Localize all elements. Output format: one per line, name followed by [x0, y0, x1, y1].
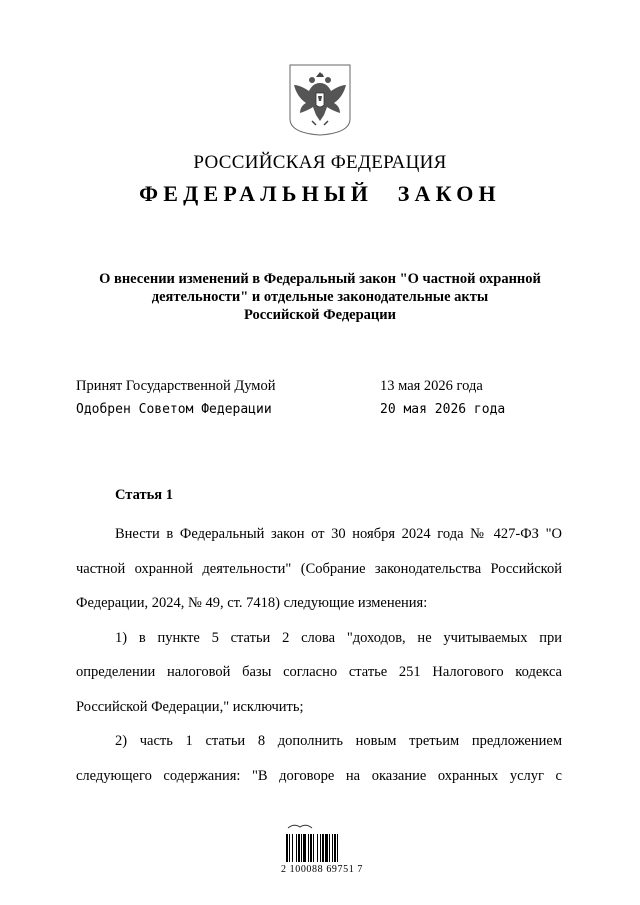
- law-title-line: Российской Федерации: [243, 307, 396, 323]
- council-label: Одобрен Советом Федерации: [76, 402, 272, 417]
- article-paragraph: 2) часть 1 статьи 8 дополнить новым третьим предложением следующего содержания: "В договоре на оказание охранных услуг с: [76, 733, 562, 784]
- duma-label: Принят Государственной Думой: [76, 378, 276, 394]
- article-heading: Статья 1: [115, 487, 173, 503]
- article-body: [76, 517, 562, 793]
- law-title-line: О внесении изменений в Федеральный закон "О частной охранной: [99, 271, 541, 287]
- article-paragraph: Внести в Федеральный закон от 30 ноября 2024 года № 427-ФЗ "О частной охранной деятельности" (Собрание законодательства Российской Федерации, 2024, № 49, ст. 7418) следующие изменения:: [76, 526, 562, 611]
- law-title-line: деятельности" и отдельные законодательные акты: [151, 289, 489, 305]
- barcode-number: 2 100088 69751 7: [280, 864, 364, 875]
- document-type-heading: ФЕДЕРАЛЬНЫЙ ЗАКОН: [139, 181, 501, 206]
- law-title: [60, 270, 580, 324]
- article-paragraph: 1) в пункте 5 статьи 2 слова "доходов, не учитываемых при определении налоговой базы согласно статье 251 Налогового кодекса Российской Федерации," исключить;: [76, 629, 562, 715]
- duma-date: 13 мая 2026 года: [380, 378, 483, 394]
- council-date: 20 мая 2026 года: [380, 402, 506, 417]
- country-heading: РОССИЙСКАЯ ФЕДЕРАЦИЯ: [193, 152, 447, 173]
- coat-of-arms-icon: [288, 63, 352, 137]
